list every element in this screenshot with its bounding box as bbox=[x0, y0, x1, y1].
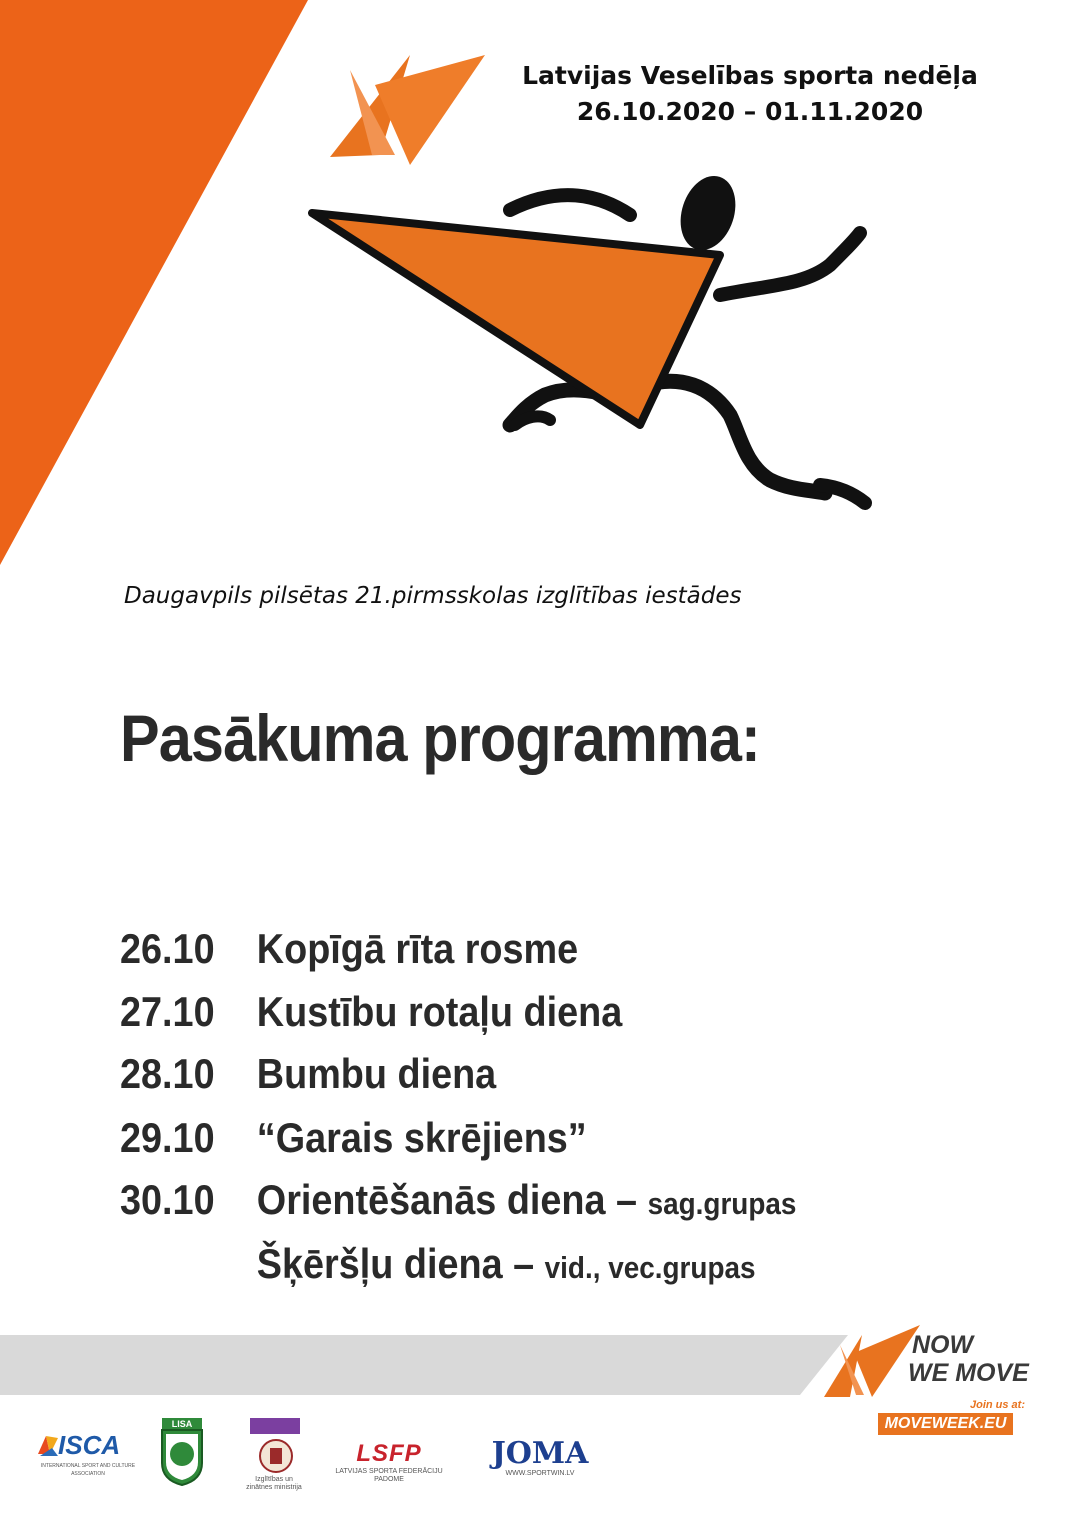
lisa-logo bbox=[160, 1418, 204, 1486]
institution-subtitle: Daugavpils pilsētas 21.pirmsskolas izglītības iestādes bbox=[124, 583, 742, 609]
nwm-arrow-icon bbox=[820, 1325, 920, 1405]
program-date: 27.10 bbox=[120, 988, 215, 1035]
program-event: Orientēšanās diena – bbox=[256, 1176, 638, 1223]
isca-logo bbox=[38, 1430, 138, 1475]
lsfp-logo bbox=[334, 1440, 444, 1483]
program-title: Pasākuma programma: bbox=[120, 701, 760, 775]
izm-logo bbox=[244, 1418, 304, 1498]
arrow-logo-icon bbox=[330, 55, 485, 165]
footer-grey-band bbox=[0, 1335, 850, 1395]
nwm-join-text: Join us at: bbox=[970, 1399, 1026, 1411]
orange-diagonal-band bbox=[0, 0, 310, 570]
lsfp-text: LSFP bbox=[356, 1440, 422, 1467]
isca-small-text: INTERNATIONAL SPORT AND CULTURE ASSOCIATION bbox=[40, 1463, 136, 1477]
nwm-line2: WE MOVE bbox=[908, 1359, 1029, 1387]
program-row bbox=[120, 1176, 796, 1224]
coat-of-arms-icon bbox=[258, 1438, 294, 1474]
program-event: “Garais skrējiens” bbox=[256, 1114, 587, 1161]
isca-text: ISCA bbox=[58, 1430, 121, 1460]
program-row bbox=[120, 988, 622, 1036]
joma-text: JOMA bbox=[491, 1436, 589, 1471]
program-event: Šķēršļu diena – bbox=[256, 1240, 535, 1287]
izm-text: Izglītības un zinātnes ministrija bbox=[246, 1476, 302, 1491]
program-row bbox=[120, 1240, 756, 1288]
header-title-line2: 26.10.2020 – 01.11.2020 bbox=[576, 97, 924, 126]
lisa-text: LISA bbox=[171, 1419, 193, 1429]
program-date: 30.10 bbox=[120, 1176, 215, 1223]
program-date: 29.10 bbox=[120, 1114, 215, 1161]
program-note: vid., vec.grupas bbox=[544, 1250, 756, 1285]
joma-logo bbox=[480, 1436, 610, 1480]
isca-icon bbox=[38, 1434, 60, 1458]
now-we-move-logo bbox=[820, 1325, 1030, 1440]
joma-small-text: WWW.SPORTWIN.LV bbox=[505, 1470, 575, 1477]
runner-head-icon bbox=[672, 169, 745, 257]
program-date: 26.10 bbox=[120, 925, 215, 972]
program-event: Bumbu diena bbox=[256, 1050, 497, 1097]
program-row bbox=[120, 1114, 587, 1162]
nwm-site: MOVEWEEK.EU bbox=[878, 1413, 1013, 1435]
moveweek-runner-logo bbox=[300, 45, 900, 525]
program-row bbox=[120, 1050, 496, 1098]
nwm-line1: NOW bbox=[912, 1331, 974, 1359]
program-event: Kustību rotaļu diena bbox=[256, 988, 623, 1035]
program-row bbox=[120, 925, 578, 973]
program-event: Kopīgā rīta rosme bbox=[256, 925, 579, 972]
header-title-line1: Latvijas Veselības sporta nedēļa bbox=[522, 61, 978, 90]
program-date: 28.10 bbox=[120, 1050, 215, 1097]
program-note: sag.grupas bbox=[647, 1186, 797, 1221]
lsfp-small-text: LATVIJAS SPORTA FEDERĀCIJU PADOME bbox=[335, 1468, 443, 1483]
